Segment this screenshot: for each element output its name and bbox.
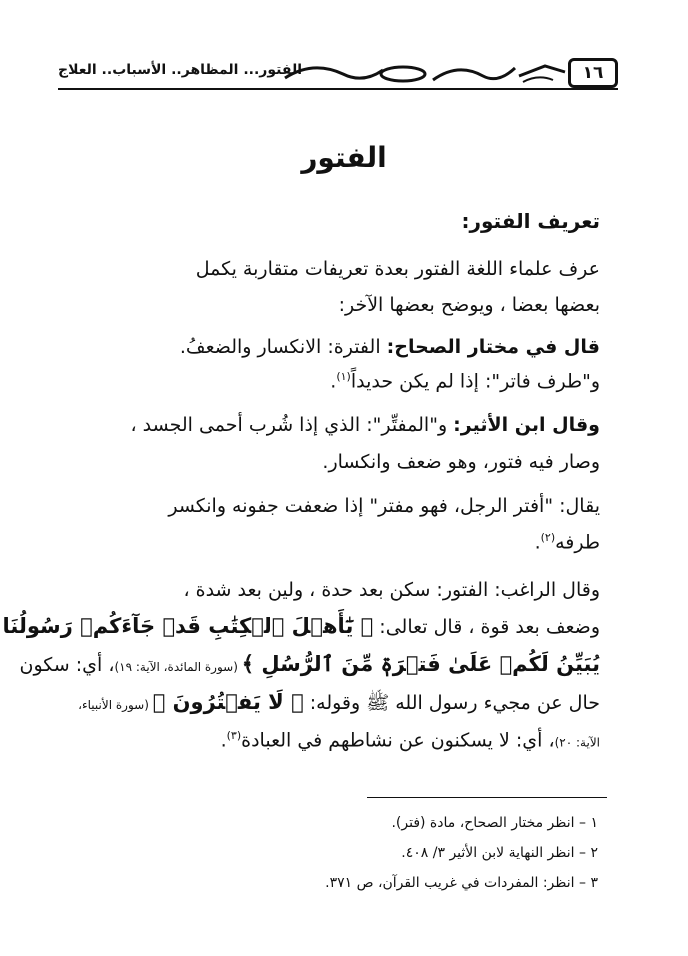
verse-citation: (سورة الأنبياء، bbox=[78, 698, 153, 712]
page-number: ١٦ bbox=[568, 58, 618, 88]
header-rule bbox=[58, 88, 618, 90]
paragraph-line: طرفه$^{(٢)}$. bbox=[534, 531, 600, 554]
paragraph-line: عرف علماء اللغة الفتور بعدة تعريفات متقاربة يكمل bbox=[195, 258, 600, 280]
paragraph-text: و"المفتِّر": الذي إذا شُرب أحمى الجسد ، bbox=[130, 414, 454, 436]
paragraph-line bbox=[180, 336, 600, 358]
paragraph-text: و"طرف فاتر": إذا لم يكن حديداً bbox=[350, 370, 600, 393]
paragraph-text: طرفه bbox=[555, 531, 600, 554]
footnote: ١ – انظر مختار الصحاح، مادة (فتر). bbox=[391, 815, 598, 831]
quran-verse: يُبَيِّنُ لَكُمۡ عَلَىٰ فَتۡرَةٖ مِّنَ ٱلرُّسُلِ ﴾ bbox=[241, 652, 600, 676]
paragraph-text: ، أي: سكون bbox=[19, 654, 115, 676]
page-header bbox=[58, 56, 618, 92]
footnote-ref: (١) bbox=[336, 370, 351, 383]
paragraph-line: و"طرف فاتر": إذا لم يكن حديداً$^{(١)}$. bbox=[330, 370, 600, 393]
paragraph-line bbox=[20, 652, 600, 676]
footnote-ref: (٣) bbox=[226, 729, 242, 742]
quran-verse: ﴿ يَٰٓأَهۡلَ ٱلۡكِتَٰبِ قَدۡ جَآءَكُمۡ رَسُولُنَا bbox=[2, 614, 374, 638]
paragraph-line bbox=[3, 614, 600, 638]
running-title: الفتور... المظاهر.. الأسباب.. العلاج bbox=[58, 62, 302, 78]
paragraph-line: وقال الراغب: الفتور: سكن بعد حدة ، ولين بعد شدة ، bbox=[183, 579, 600, 601]
paragraph-text: حال عن مجيء رسول الله ﷺ وقوله: bbox=[303, 692, 600, 714]
ornament-icon bbox=[283, 56, 568, 92]
paragraph-line: وصار فيه فتور، وهو ضعف وانكسار. bbox=[322, 451, 600, 473]
paragraph-line: الآية: ٢٠)، أي: لا يسكنون عن نشاطهم في العبادة$^{(٣)}$. bbox=[220, 729, 600, 752]
paragraph-text: وضعف بعد قوة ، قال تعالى: bbox=[373, 616, 600, 638]
paragraph-line: بعضها بعضا ، ويوضح بعضها الآخر: bbox=[338, 294, 600, 316]
source-name: وقال ابن الأثير: bbox=[453, 414, 600, 436]
footnote: ٣ – انظر: المفردات في غريب القرآن، ص ٣٧١. bbox=[325, 875, 598, 891]
verse-citation: (سورة المائدة، الآية: ١٩) bbox=[114, 660, 242, 674]
quran-verse: ﴿ لَا يَفۡتُرُونَ ﴾ bbox=[152, 690, 304, 714]
paragraph-line: يقال: "أفتر الرجل، فهو مفتر" إذا ضعفت جفونه وانكسر bbox=[168, 495, 600, 517]
paragraph-line bbox=[131, 414, 601, 436]
footnote-separator bbox=[367, 797, 607, 798]
paragraph-text: ، أي: لا يسكنون عن نشاطهم في العبادة bbox=[241, 729, 555, 752]
chapter-title: الفتور bbox=[301, 141, 387, 174]
verse-citation: الآية: ٢٠) bbox=[554, 735, 600, 750]
paragraph-text: الفترة: الانكسار والضعفُ. bbox=[179, 336, 387, 358]
paragraph-line bbox=[78, 690, 600, 719]
footnote-ref: (٢) bbox=[540, 531, 556, 544]
footnote: ٢ – انظر النهاية لابن الأثير ٣/ ٤٠٨. bbox=[401, 845, 598, 861]
source-name: قال في مختار الصحاح: bbox=[386, 336, 600, 358]
section-heading: تعريف الفتور: bbox=[461, 209, 600, 233]
